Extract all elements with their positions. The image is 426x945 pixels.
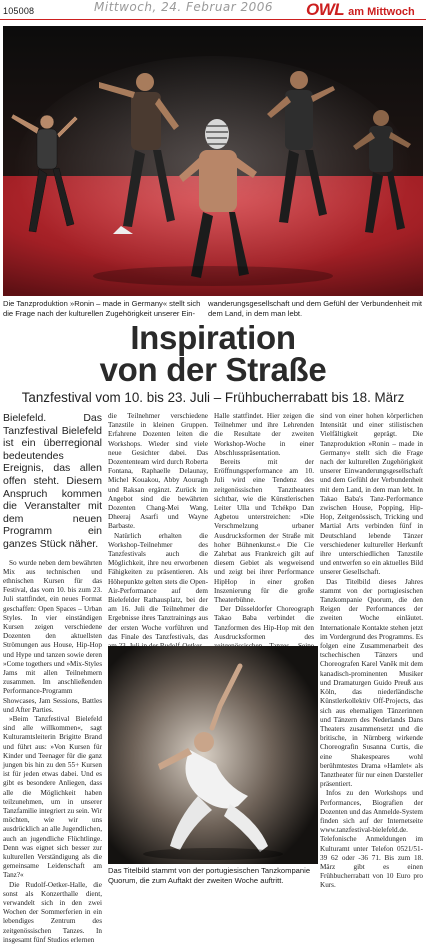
- col3-paragraph-1: Halle stattfindet. Hier zeigen die Teilnehmer und ihre Lehrenden die Resultate der zweiten Workshop-Woche in einer Abschlusspräsentation.: [214, 412, 314, 457]
- page-header: [0, 0, 426, 26]
- brand-subtitle: am Mittwoch: [348, 6, 415, 18]
- dance-photo-illustration: [108, 646, 318, 864]
- stage-photo-ronin: [3, 26, 423, 296]
- header-rule: [0, 19, 426, 20]
- clip-id: 105008: [3, 6, 35, 16]
- headline-line-1: Inspiration: [130, 319, 296, 356]
- col1-paragraph-3: Die Rudolf-Oetker-Halle, die sonst als Konzerthalle dient, verwandelt sich in den zwei Wochen der Sommerferien in ein lebendiges Zentrum des zeitgenössischen Tanzes. In insgesamt fünf Studios erlernen: [3, 880, 102, 944]
- article-column-2: [108, 412, 208, 651]
- col1-paragraph-2: »Beim Tanzfestival Bielefeld sind alle willkommen«, sagt Kulturamtsleiterin Brigitte Brand und führt aus: »Von Kursen für Kinder und Teenager für die ganz jungen bis hin zu den 55+ Kursen ist für jeden etwas dabei. Und es gibt es besondere Anliegen, dass alle die Möglichkeit haben teilzunehmen, um in unserer Tanzfamilie integriert zu sein. Wir möchten, wie wir uns ausdrücklich an alle Jugendlichen, auch an jugendliche Flüchtlinge. Denn was eignet sich besser zur kulturellen Verständigung als die gemeinsame Leidenschaft am Tanz?«: [3, 714, 102, 880]
- col4-paragraph-1: sind von einer hohen körperlichen Intensität und einer stilistischen Vielfältigkeit geprägt. Die Tanzproduktion »Ronin – made in Germany« stellt sich die Frage nach der kulturellen Zugehörigkeit unserer Einwanderungsgesellschaft und dem Gefühl der Verbundenheit mit dem Land, in dem man lebt. In Takao Baba's Tanz-Performance zwischen House, Popping, Hip-Hop, Zeitgenössisch, Tricking und Martial Arts verbinden fünf in Deutschland lebende Tänzer verschiedener kultureller Herkunft ihre unterschiedlichen Tanzstile und entwerfen so ein aktuelles Bild unserer Gesellschaft.: [320, 412, 423, 577]
- col4-paragraph-3: Infos zu den Workshops und Performances, Biografien der Dozenten und das Anmelde-System finden sich auf der Internetseite www.tanzfestival-bielefeld.de. Telefonische Anmeldungen im Kulturamt unter Telefon 0521/51-39 62 oder -36 71. Bis zum 18. März gibt es einen Frühbucherrabatt von 10 Euro pro Kurs.: [320, 789, 423, 890]
- article-deck: Tanzfestival vom 10. bis 23. Juli – Frühbucherrabatt bis 18. März: [21, 390, 405, 405]
- handwritten-date: Mittwoch, 24. Februar 2006: [94, 0, 274, 14]
- headline-line-2: von der Straße: [99, 351, 327, 388]
- brand-logo: OWL: [306, 0, 345, 19]
- col4-paragraph-2: Das Titelbild dieses Jahres stammt von der portugiesischen Tanzkompanie Quorum, die den Reigen der Performances der zweiten Woche einläutet. Internationale Kontakte stehen jetzt im Vordergrund des Programms. Es folgen eine Zusammenarbeit des tschechischen Tänzers und Choreografen Karel Vaněk mit dem kanadisch-prominenten Musiker und Dramaturgen Guido Preuß aus Köln, das niederländische Künstlerkollektiv Off-Projects, das sich aus ehemaligen Tänzerinnen und Tänzern des Nederlands Dans Theaters zusammensetzt und die britische, in Nürnberg wirkende Choreografin Susanna Curtis, die eine Shakespeares wohl berühmtestes Drama »Hamlet« als Tanztheater für nur einen Darsteller präsentiert.: [320, 577, 423, 789]
- newspaper-brand: [306, 0, 415, 20]
- photo1-caption-right: wanderungsgesellschaft und dem Gefühl der Verbundenheit mit dem Land, in dem man lebt.: [208, 299, 423, 318]
- article-column-3: [214, 412, 314, 660]
- stage-photo-illustration: [3, 26, 423, 296]
- article-column-4: [320, 412, 423, 891]
- col3-paragraph-2: Bereits mit der Eröffnungsperformance am 10. Juli wird eine Tendenz des zeitgenössischen Tanztheaters sichtbar, wie die Künstlerischen Leiter Ulla und Tchékpo Dan Agbetou unterstreichen: »Die Verschmelzung urbaner Ausdrucksformen der Straße mit hoher Bühnenkunst.« Die Cie Zahrbat aus Frankreich gilt auf diesem Gebiet als wegweisend und zeigt bei ihrer Performance HipHop in einer großen Inszenierung für die große Theaterbühne.: [214, 458, 314, 605]
- col1-paragraph-1: So wurde neben dem bewährten Mix aus technischen und ethnischen Kursen für das Festival, das vom 10. bis zum 23. Juli stattfindet, ein neues Format geschaffen: Open Spaces – Urban Styles. In vier einständigen Kursen zeigen verschiedene Dozenten den aktuellsten Strömungen aus House, Hip-Hop und Hype und tanzen sowie deren »Come togethers und »Mix-Styles Jams mit allen Teilnehmern zusammen. Im anschließenden Performance-Programm Showcases, Jam Sessions, Battles und After Parties.: [3, 558, 102, 714]
- article-lead: Bielefeld. Das Tanzfestival Bielefeld ist ein überregional bedeutendes Ereignis, das allen offen steht. Diesem Anspruch kommen die Veranstalter mit dem neuen Programm ein ganzes Stück näher.: [3, 412, 102, 550]
- photo1-caption-left: Die Tanzproduktion »Ronin – made in Germany« stellt sich die Frage nach der kulturellen Zugehörigkeit unserer Ein-: [3, 299, 201, 318]
- photo2-caption: Das Titelbild stammt von der portugiesischen Tanzkompanie Quorum, die zum Auftakt der zweiten Woche auftritt.: [108, 866, 311, 885]
- article-column-1: [3, 412, 102, 945]
- article-headline: [0, 319, 426, 388]
- col2-paragraph-2: Natürlich erhalten die Workshop-Teilnehmer des Tanzfestivals auch die Möglichkeit, ihre neu erworbenen Fähigkeiten zu präsentieren. Als Höhepunkte gelten stets die Open-Air-Performance auf dem Bielefelder Rathausplatz, bei der am 16. Juli die Teilnehmer die Ergebnisse ihres Tanztrainings aus der ersten Woche vorführen und das Finale des Tanzfestivals, das: [108, 531, 208, 641]
- dance-photo-quorum: [108, 646, 318, 864]
- col3-paragraph-3: Der Düsseldorfer Choreograph Takao Baba verbindet die Tanzformen des Hip-Hop mit den Ausdrucksformen des: [214, 605, 314, 641]
- col2-paragraph-1: die Teilnehmer verschiedene Tanzstile in kleinen Gruppen. Erfahrene Dozenten leiten die Workshops. Wieder sind viele neue Gesichter dabei. Das Dozententeam wird durch Roberta Fontana, Raphaelle Delaunay, Michel Kouakou, Abby Aouragh und Raksan ergänzt. Zurück im Angebot sind die bewährten Dozenten Chang-Mei Wang, Dheeraj Asarfi und Wayne Barbaste.: [108, 412, 208, 531]
